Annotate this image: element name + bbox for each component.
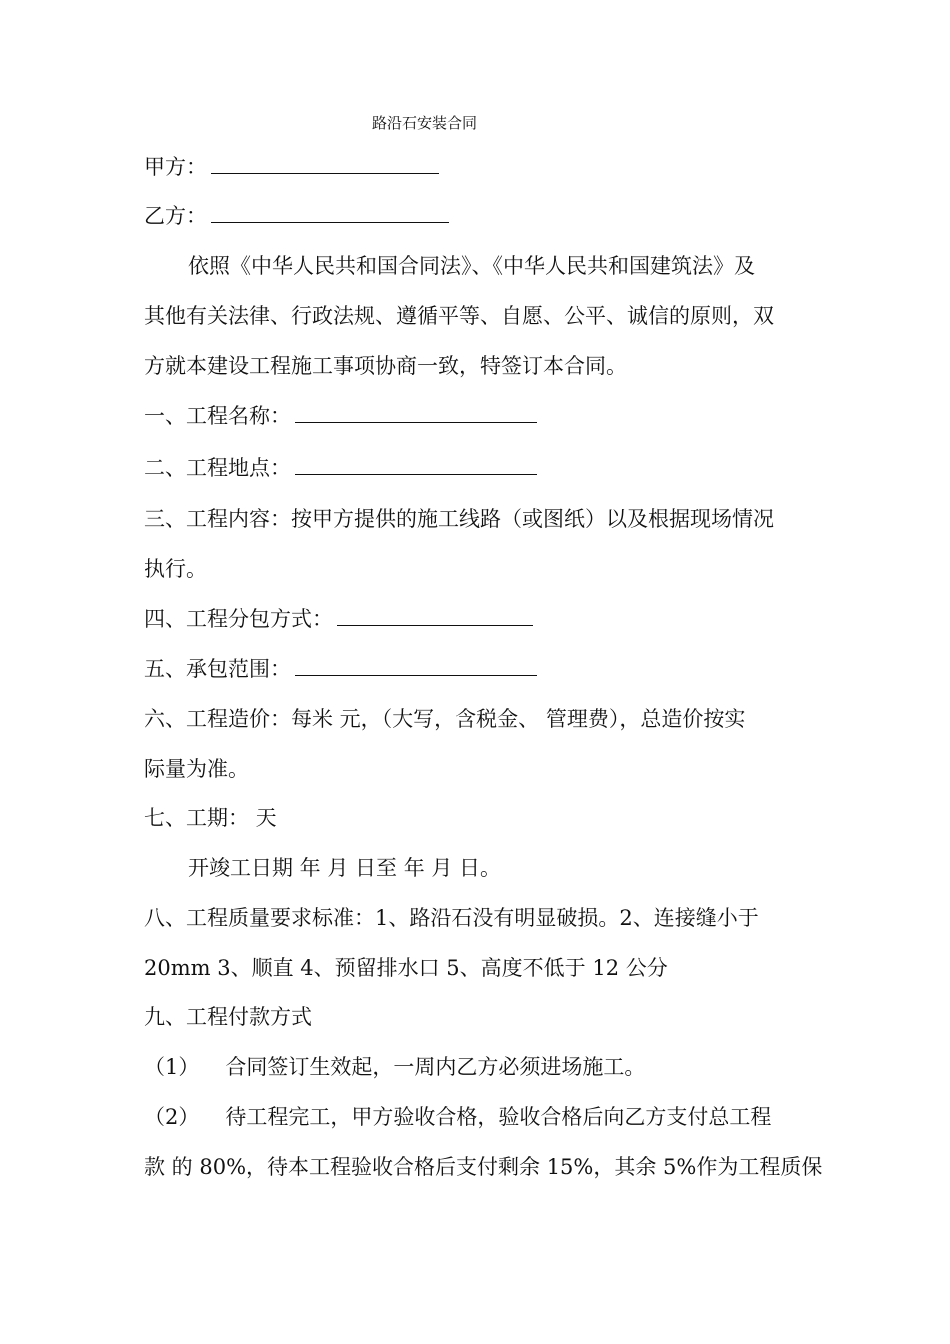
party-a-line [144, 153, 439, 181]
document-title: 路沿石安装合同 [372, 114, 478, 132]
intro-line-3: 方就本建设工程施工事项协商一致，特签订本合同。 [144, 354, 627, 378]
item-1-line [144, 402, 537, 430]
item-4-blank [337, 605, 533, 626]
intro-line-1: 依照《中华人民共和国合同法》、《中华人民共和国建筑法》及 [188, 254, 755, 278]
payment-1-line [144, 1053, 645, 1081]
party-b-label: 乙方： [144, 204, 207, 228]
party-a-blank [211, 153, 439, 174]
party-a-label: 甲方： [144, 155, 207, 179]
item-2-line [144, 454, 537, 482]
intro-line-2: 其他有关法律、行政法规、遵循平等、自愿、公平、诚信的原则，双 [144, 304, 774, 328]
item-5-label: 五、承包范围： [144, 657, 291, 681]
payment-2-number: （2） [144, 1105, 200, 1129]
item-6-line-2: 际量为准。 [144, 757, 249, 781]
item-8-line-1: 八、工程质量要求标准：1、路沿石没有明显破损。2、连接缝小于 [144, 906, 759, 930]
item-5-blank [295, 655, 537, 676]
item-1-label: 一、工程名称： [144, 404, 291, 428]
payment-2-continuation: 款 的 80%，待本工程验收合格后支付剩余 15%，其余 5%作为工程质保 [144, 1155, 823, 1179]
item-4-line [144, 605, 533, 633]
payment-2-line [144, 1103, 771, 1131]
item-3-line-2: 执行。 [144, 557, 207, 581]
payment-1-text: 合同签订生效起，一周内乙方必须进场施工。 [225, 1055, 646, 1079]
item-7-dates-line: 开竣工日期 年 月 日至 年 月 日。 [188, 856, 502, 880]
item-2-blank [295, 454, 537, 475]
party-b-blank [211, 202, 449, 223]
item-1-blank [295, 402, 537, 423]
item-5-line [144, 655, 537, 683]
party-b-line [144, 202, 449, 230]
item-7-line: 七、工期： 天 [144, 806, 277, 830]
item-6-line-1: 六、工程造价：每米 元，（大写，含税金、 管理费），总造价按实 [144, 707, 746, 731]
item-2-label: 二、工程地点： [144, 456, 291, 480]
item-3-line-1: 三、工程内容：按甲方提供的施工线路（或图纸）以及根据现场情况 [144, 507, 774, 531]
item-4-label: 四、工程分包方式： [144, 607, 333, 631]
payment-2-text: 待工程完工，甲方验收合格，验收合格后向乙方支付总工程 [225, 1105, 772, 1129]
payment-1-number: （1） [144, 1055, 200, 1079]
item-8-line-2: 20mm 3、顺直 4、预留排水口 5、高度不低于 12 公分 [144, 956, 668, 980]
item-9-line: 九、工程付款方式 [144, 1005, 312, 1029]
